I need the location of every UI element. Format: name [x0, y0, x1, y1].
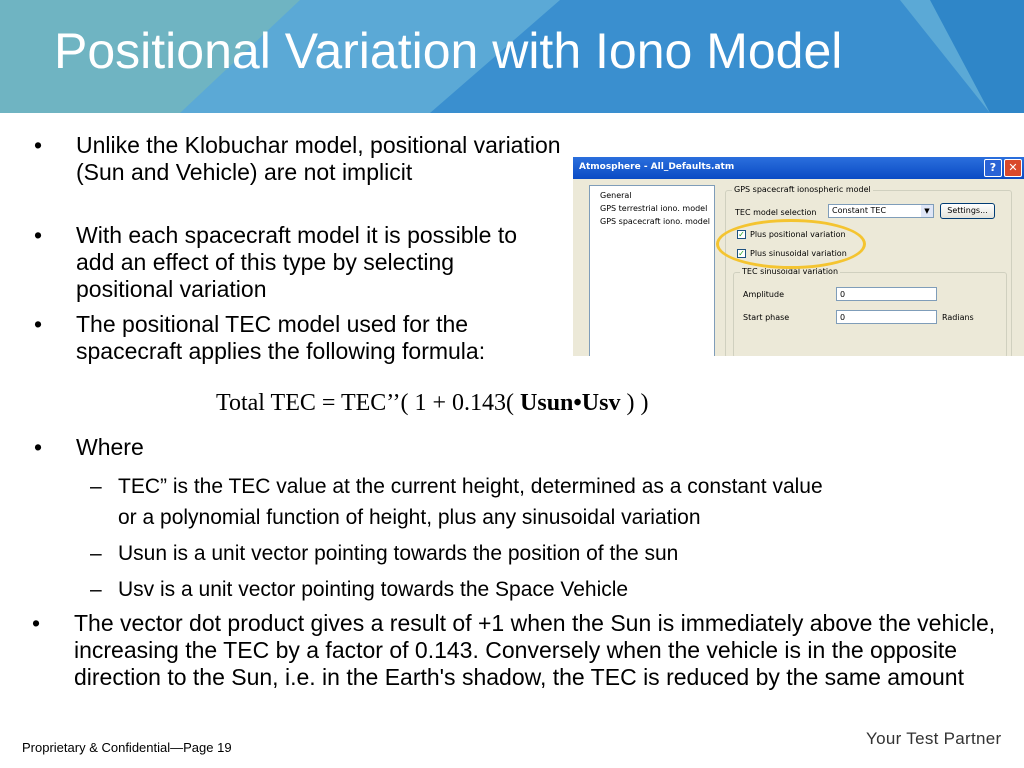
dialog-titlebar: [573, 157, 1024, 179]
plus-positional-checkbox[interactable]: ✓: [738, 230, 745, 239]
amplitude-label: Amplitude: [743, 290, 784, 299]
bullet-where-text: Where: [76, 434, 144, 460]
tec-formula: [216, 390, 648, 417]
sub-bullet-1-line-1: TEC” is the TEC value at the current height, determined as a constant value: [118, 475, 823, 498]
sinusoidal-group-title: TEC sinusoidal variation: [742, 267, 839, 276]
plus-positional-label: Plus positional variation: [750, 230, 846, 239]
header-banner: [0, 0, 1024, 113]
bullet-dot: •: [34, 132, 43, 158]
bullet-1: [34, 132, 566, 186]
tree-item-general[interactable]: General: [600, 191, 632, 200]
footer-text: Proprietary & Confidential—Page 19: [22, 740, 232, 755]
sub-bullet-dash: –: [90, 578, 102, 601]
formula-suffix: ) ): [620, 390, 649, 416]
bullet-dot: •: [32, 610, 41, 636]
bullet-dot-product-text: The vector dot product gives a result of +1 when the Sun is immediately above the vehicle, increasing the TEC by a factor of 0.143. Conversely when the vehicle is in the opposite direction to the Sun, i.e. in the Earth's shadow, the TEC is reduced by the same amount: [74, 610, 996, 690]
bullet-dot-product: [32, 610, 1004, 691]
bullet-3-text: The positional TEC model used for the spacecraft applies the following formula:: [76, 311, 486, 364]
bullet-2: [34, 222, 546, 303]
start-phase-input[interactable]: 0: [836, 310, 937, 324]
formula-dot-product: Usun•Usv: [520, 390, 621, 416]
formula-prefix: Total TEC = TEC’’( 1 + 0.143(: [216, 390, 521, 416]
bullet-dot: •: [34, 222, 43, 248]
sub-bullet-3: [90, 574, 998, 605]
bullet-2-text: With each spacecraft model it is possible to add an effect of this type by selecting positional variation: [76, 222, 518, 302]
sub-bullet-1-line-2: or a polynomial function of height, plus any sinusoidal variation: [118, 506, 701, 529]
bullet-dot: •: [34, 434, 43, 460]
tec-model-value: Constant TEC: [832, 206, 887, 215]
bullet-where: [34, 434, 476, 461]
tec-model-label: TEC model selection: [735, 208, 817, 217]
tec-model-select[interactable]: [828, 204, 934, 218]
sub-bullet-3-text: Usv is a unit vector pointing towards the Space Vehicle: [118, 578, 629, 601]
help-button[interactable]: ?: [984, 159, 1002, 177]
start-phase-label: Start phase: [743, 313, 790, 322]
highlight-ring: [716, 219, 866, 269]
sub-bullet-1: [90, 471, 998, 533]
settings-button[interactable]: Settings...: [940, 203, 995, 219]
ionospheric-model-group-title: GPS spacecraft ionospheric model: [734, 185, 871, 194]
sub-bullet-2-text: Usun is a unit vector pointing towards the position of the sun: [118, 542, 679, 565]
bullet-3: [34, 311, 566, 365]
sub-bullet-dash: –: [90, 542, 102, 565]
bullet-1-text: Unlike the Klobuchar model, positional variation (Sun and Vehicle) are not implicit: [76, 132, 561, 185]
page-title: Positional Variation with Iono Model: [54, 23, 843, 79]
chevron-down-icon: ▼: [921, 205, 933, 217]
amplitude-input[interactable]: 0: [836, 287, 937, 301]
close-button[interactable]: ✕: [1004, 159, 1022, 177]
radians-label: Radians: [942, 313, 974, 322]
bullet-dot: •: [34, 311, 43, 337]
sub-bullet-2: [90, 538, 998, 569]
tree-item-terrestrial-iono[interactable]: GPS terrestrial iono. model: [600, 204, 708, 213]
plus-sinusoidal-checkbox[interactable]: ✓: [738, 249, 745, 258]
tree-item-spacecraft-iono[interactable]: GPS spacecraft iono. model: [600, 217, 710, 226]
settings-tree: [589, 185, 715, 356]
sub-bullet-dash: –: [90, 475, 102, 498]
dialog-title: Atmosphere - All_Defaults.atm: [579, 162, 735, 172]
plus-sinusoidal-label: Plus sinusoidal variation: [750, 249, 847, 258]
brand-tagline: Your Test Partner: [866, 729, 1002, 748]
